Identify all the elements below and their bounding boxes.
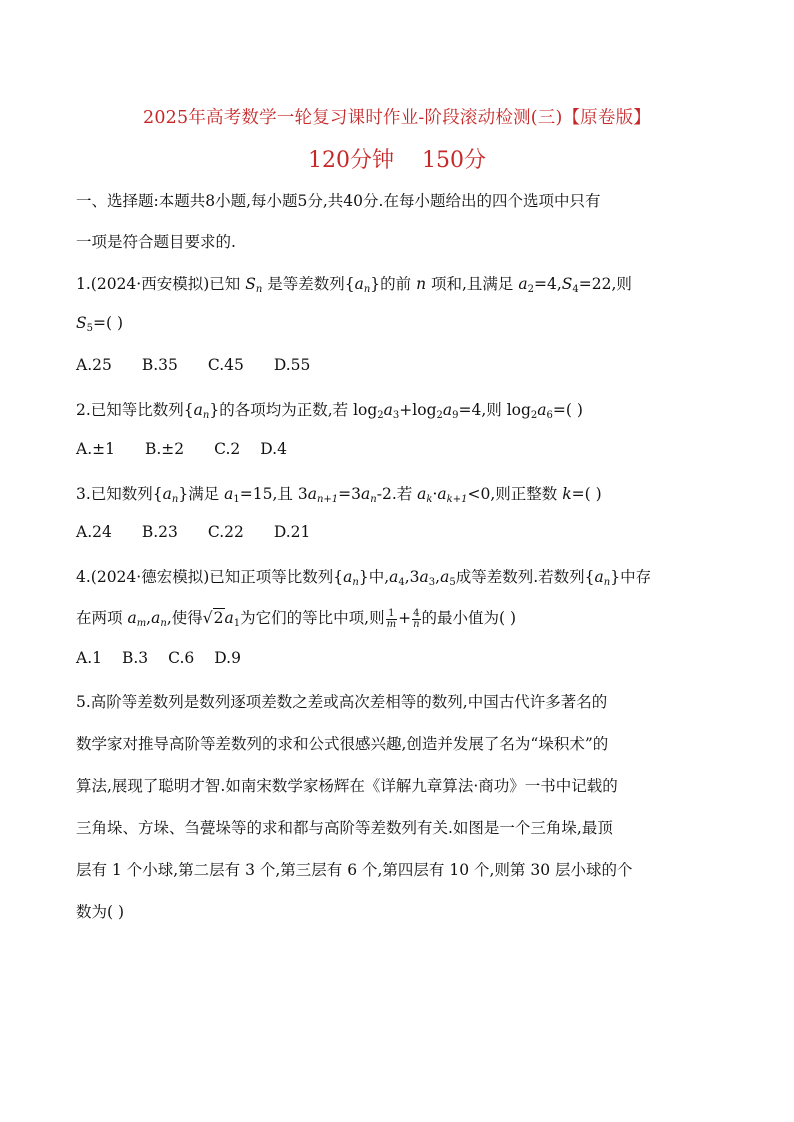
q1-option-a[interactable]: A.25 bbox=[76, 356, 112, 374]
var-a: a bbox=[127, 609, 137, 627]
q3-option-d[interactable]: D.21 bbox=[273, 523, 311, 541]
page-title: 2025年高考数学一轮复习课时作业-阶段滚动检测(三)【原卷版】 bbox=[142, 108, 651, 128]
q2-text: }的各项均为正数,若 log bbox=[209, 401, 378, 419]
var-a: a bbox=[518, 275, 528, 293]
var-k: k bbox=[562, 485, 572, 503]
var-a: a bbox=[151, 609, 161, 627]
var-a: a bbox=[224, 609, 234, 627]
q2-option-b[interactable]: B.±2 bbox=[144, 440, 185, 458]
q3-text: =( ) bbox=[571, 485, 602, 503]
question-3-options bbox=[76, 523, 340, 541]
sub-3: 3 bbox=[392, 410, 400, 421]
q4-text: }中存 bbox=[610, 568, 652, 586]
sub-n: n bbox=[171, 494, 179, 505]
sub-m: m bbox=[136, 618, 147, 629]
q3-option-a[interactable]: A.24 bbox=[76, 523, 112, 541]
q3-text: =3 bbox=[338, 485, 362, 503]
q4-text: , bbox=[435, 568, 441, 586]
frac-denominator: m bbox=[386, 618, 397, 630]
q4-text: ,使得 bbox=[166, 609, 203, 627]
q4-text: + bbox=[398, 609, 412, 627]
q1-text: }的前 bbox=[370, 275, 417, 293]
q3-text: · bbox=[432, 485, 438, 503]
sub-5: 5 bbox=[86, 323, 93, 334]
sub-9: 9 bbox=[452, 410, 459, 421]
frac-numerator: 4 bbox=[413, 607, 420, 619]
sub-6: 6 bbox=[546, 410, 553, 421]
var-s: S bbox=[245, 275, 256, 293]
q4-text: ,3 bbox=[404, 568, 420, 586]
q2-option-c[interactable]: C.2 bbox=[214, 440, 241, 458]
var-a: a bbox=[442, 401, 453, 419]
q4-text: 的最小值为( ) bbox=[421, 609, 517, 627]
var-a: a bbox=[193, 401, 203, 419]
question-4-options bbox=[76, 649, 271, 667]
sub-1: 1 bbox=[233, 494, 240, 505]
q2-text: +log bbox=[399, 401, 437, 419]
var-a: a bbox=[307, 485, 317, 503]
exam-score: 150分 bbox=[422, 148, 486, 173]
q1-text: =( ) bbox=[93, 314, 124, 332]
var-a: a bbox=[383, 401, 393, 419]
q4-option-b[interactable]: B.3 bbox=[121, 649, 149, 667]
q2-option-d[interactable]: D.4 bbox=[260, 440, 287, 458]
q1-text: 是等差数列{ bbox=[262, 275, 355, 293]
sub-2: 2 bbox=[377, 410, 384, 421]
var-a: a bbox=[354, 275, 364, 293]
q3-text: =15,且 3 bbox=[239, 485, 308, 503]
sub-n: n bbox=[352, 577, 359, 588]
sub-4: 4 bbox=[398, 577, 405, 588]
sub-2: 2 bbox=[527, 284, 534, 295]
question-5-line3: 算法,展现了聪明才智.如南宋数学家杨辉在《详解九章算法·商功》一书中记载的 bbox=[76, 777, 618, 795]
question-5-line1: 5.高阶等差数列是数列逐项差数之差或高次差相等的数列,中国古代许多著名的 bbox=[76, 693, 608, 711]
frac-numerator: 1 bbox=[386, 609, 397, 620]
question-1-options bbox=[76, 356, 340, 374]
sub-1: 1 bbox=[233, 618, 241, 629]
q4-text: }中, bbox=[358, 568, 390, 586]
sub-n: n bbox=[160, 618, 167, 629]
q1-text: =22,则 bbox=[578, 275, 632, 293]
var-a: a bbox=[162, 485, 172, 503]
question-3-stem bbox=[76, 482, 602, 504]
question-1-stem bbox=[76, 272, 632, 294]
sub-3: 3 bbox=[428, 577, 436, 588]
var-s: S bbox=[561, 275, 573, 293]
q2-text: =( ) bbox=[552, 401, 583, 419]
sub-n: n bbox=[202, 410, 210, 421]
q4-text: 为它们的等比中项,则 bbox=[240, 609, 385, 627]
q3-text: 3.已知数列{ bbox=[76, 485, 163, 503]
q2-text: =4,则 log bbox=[458, 401, 531, 419]
q3-option-b[interactable]: B.23 bbox=[141, 523, 178, 541]
sub-n: n bbox=[603, 577, 611, 588]
question-5-line6: 数为( ) bbox=[76, 903, 125, 921]
q1-option-d[interactable]: D.55 bbox=[273, 356, 311, 374]
q4-option-c[interactable]: C.6 bbox=[168, 649, 195, 667]
var-a: a bbox=[343, 568, 353, 586]
sub-n-plus-1: n+1 bbox=[316, 494, 339, 505]
q1-text: 1.(2024·西安模拟)已知 bbox=[76, 275, 246, 293]
q1-text: =4, bbox=[533, 275, 562, 293]
question-1-stem-line2 bbox=[76, 314, 123, 332]
sqrt-expression: √2 bbox=[202, 609, 224, 627]
exam-time: 120分钟 bbox=[308, 148, 394, 173]
var-a: a bbox=[419, 568, 429, 586]
var-a: a bbox=[224, 485, 234, 503]
sub-n: n bbox=[363, 284, 371, 295]
section-heading-line2: 一项是符合题目要求的. bbox=[76, 233, 236, 251]
frac-denominator: n bbox=[413, 618, 420, 630]
sqrt-radicand: 2 bbox=[213, 609, 224, 627]
var-a: a bbox=[440, 568, 450, 586]
sub-5: 5 bbox=[449, 577, 456, 588]
sub-4: 4 bbox=[572, 284, 579, 295]
sub-n: n bbox=[370, 494, 377, 505]
q4-text: 在两项 bbox=[76, 609, 128, 627]
q2-option-a[interactable]: A.±1 bbox=[76, 440, 115, 458]
sub-2: 2 bbox=[530, 410, 538, 421]
q3-text: }满足 bbox=[178, 485, 225, 503]
question-2-options bbox=[76, 440, 317, 458]
question-2-stem bbox=[76, 398, 583, 420]
q4-text: 4.(2024·德宏模拟)已知正项等比数列{ bbox=[76, 568, 344, 586]
section-heading-line1: 一、选择题:本题共8小题,每小题5分,共40分.在每小题给出的四个选项中只有 bbox=[76, 192, 601, 210]
fraction-4-over-n bbox=[412, 609, 420, 630]
fraction-1-over-m bbox=[386, 609, 397, 630]
question-5-line4: 三角垛、方垛、刍甍垛等的求和都与高阶等差数列有关.如图是一个三角垛,最顶 bbox=[76, 819, 613, 837]
var-a: a bbox=[417, 485, 427, 503]
q2-text: 2.已知等比数列{ bbox=[76, 401, 194, 419]
var-a: a bbox=[437, 485, 447, 503]
var-a: a bbox=[594, 568, 604, 586]
q3-text: <0,则正整数 bbox=[467, 485, 563, 503]
question-4-stem bbox=[76, 565, 651, 587]
q4-option-a[interactable]: A.1 bbox=[76, 649, 102, 667]
question-5-line2: 数学家对推导高阶等差数列的求和公式很感兴趣,创造并发展了名为“垛积术”的 bbox=[76, 735, 609, 753]
q1-option-b[interactable]: B.35 bbox=[141, 356, 178, 374]
question-4-stem-line2 bbox=[76, 606, 516, 630]
var-a: a bbox=[361, 485, 371, 503]
var-a: a bbox=[537, 401, 547, 419]
sub-2: 2 bbox=[436, 410, 443, 421]
sub-k: k bbox=[426, 494, 433, 505]
var-s: S bbox=[76, 314, 87, 332]
sub-k-plus-1: k+1 bbox=[446, 494, 468, 505]
var-n: n bbox=[416, 275, 427, 293]
q3-option-c[interactable]: C.22 bbox=[207, 523, 244, 541]
question-5-line5: 层有 1 个小球,第二层有 3 个,第三层有 6 个,第四层有 10 个,则第 30 层小球的个 bbox=[76, 861, 633, 879]
q4-text: 成等差数列.若数列{ bbox=[455, 568, 595, 586]
q3-text: -2.若 bbox=[376, 485, 418, 503]
exam-duration-score bbox=[0, 143, 794, 174]
q4-option-d[interactable]: D.9 bbox=[214, 649, 241, 667]
sub-n: n bbox=[255, 284, 263, 295]
q1-option-c[interactable]: C.45 bbox=[207, 356, 244, 374]
q1-text: 项和,且满足 bbox=[426, 275, 519, 293]
q4-text: , bbox=[146, 609, 152, 627]
var-a: a bbox=[389, 568, 399, 586]
